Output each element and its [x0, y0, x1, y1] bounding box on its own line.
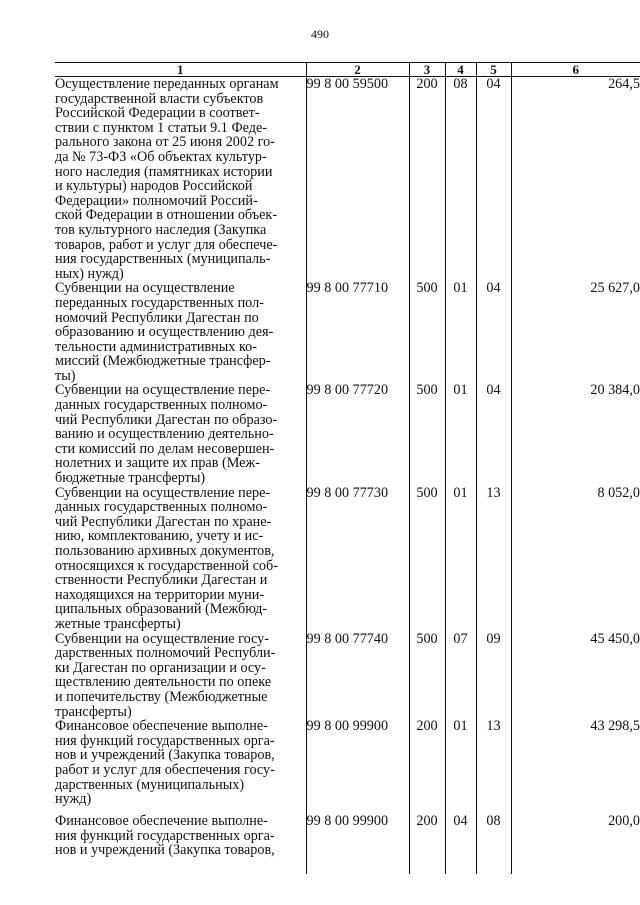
subsection-code: 04	[476, 77, 511, 282]
budget-code: 99 8 00 99900	[306, 814, 409, 874]
description-line: трансферты)	[55, 703, 132, 720]
section-code: 01	[445, 719, 476, 814]
budget-code: 99 8 00 77710	[306, 281, 409, 383]
table-row	[55, 383, 640, 485]
expense-description	[55, 281, 306, 383]
budget-table	[55, 62, 640, 874]
amount: 200,0	[511, 814, 640, 874]
description-line: находящихся на территории муни-	[55, 586, 265, 603]
expense-description	[55, 632, 306, 720]
amount: 45 450,0	[511, 632, 640, 720]
description-line: работ и услуг для обеспечения госу-	[55, 761, 275, 778]
description-line: ных) нужд)	[55, 265, 124, 282]
description-line: нов и учреждений (Закупка товаров,	[55, 842, 275, 859]
description-line: данных государственных полномо-	[55, 397, 268, 414]
description-line: ствии с пунктом 1 статьи 9.1 Феде-	[55, 119, 268, 136]
description-line: относящихся к государственной соб-	[55, 557, 278, 574]
description-line: Субвенции на осуществление пере-	[55, 382, 271, 399]
table-row	[55, 486, 640, 632]
description-line: дарственных (муниципальных)	[55, 776, 245, 793]
section-code: 07	[445, 632, 476, 720]
description-line: Федерации» полномочий Россий-	[55, 192, 258, 209]
description-line: и попечительству (Межбюджетные	[55, 688, 268, 705]
description-line: ния функций государственных орга-	[55, 827, 275, 844]
expense-type-code: 500	[409, 632, 445, 720]
header-row	[55, 63, 640, 77]
amount: 20 384,0	[511, 383, 640, 485]
section-code: 01	[445, 486, 476, 632]
budget-code: 99 8 00 77740	[306, 632, 409, 720]
expense-description	[55, 814, 306, 874]
budget-code: 99 8 00 77730	[306, 486, 409, 632]
expense-type-code: 500	[409, 281, 445, 383]
description-line: ской Федерации в отношении объек-	[55, 207, 278, 224]
expense-type-code: 200	[409, 719, 445, 814]
table-row	[55, 814, 640, 874]
column-header: 5	[476, 63, 511, 77]
description-line: ственности Республики Дагестан и	[55, 572, 268, 589]
table-row	[55, 719, 640, 814]
description-line: жетные трансферты)	[55, 615, 181, 632]
description-line: ществлению деятельности по опеке	[55, 674, 272, 691]
description-line: рального закона от 25 июня 2002 го-	[55, 134, 275, 151]
description-line: ния государственных (муниципаль-	[55, 251, 271, 268]
description-line: Субвенции на осуществление пере-	[55, 484, 271, 501]
description-line: Осуществление переданных органам	[55, 76, 279, 92]
subsection-code: 09	[476, 632, 511, 720]
page-number: 490	[311, 27, 329, 41]
column-header: 2	[306, 63, 409, 77]
section-code: 08	[445, 77, 476, 282]
subsection-code: 04	[476, 383, 511, 485]
description-line: чий Республики Дагестан по образо-	[55, 411, 278, 428]
description-line: да № 73-ФЗ «Об объектах культур-	[55, 148, 267, 165]
subsection-code: 08	[476, 814, 511, 874]
description-line: ванию и осуществлению деятельно-	[55, 426, 274, 443]
expense-description	[55, 77, 306, 282]
description-line: государственной власти субъектов	[55, 90, 264, 107]
column-header: 4	[445, 63, 476, 77]
table-row	[55, 281, 640, 383]
description-line: нолетних и защите их прав (Меж-	[55, 455, 260, 472]
section-code: 01	[445, 383, 476, 485]
description-line: ты)	[55, 367, 76, 384]
expense-type-code: 200	[409, 77, 445, 282]
description-line: Субвенции на осуществление госу-	[55, 630, 269, 647]
description-line: бюджетные трансферты)	[55, 470, 206, 487]
description-line: Субвенции на осуществление	[55, 280, 235, 297]
description-line: товаров, работ и услуг для обеспече-	[55, 236, 278, 253]
expense-type-code: 500	[409, 383, 445, 485]
table-row	[55, 632, 640, 720]
description-line: сти комиссий по делам несовершен-	[55, 440, 275, 457]
section-code: 01	[445, 281, 476, 383]
description-line: Российской Федерации в соответ-	[55, 105, 260, 122]
description-line: чий Республики Дагестан по хране-	[55, 513, 272, 530]
description-line: данных государственных полномо-	[55, 499, 268, 516]
description-line: нию, комплектованию, учету и ис-	[55, 528, 264, 545]
column-header: 1	[55, 63, 306, 77]
subsection-code: 13	[476, 486, 511, 632]
column-header: 6	[511, 63, 640, 77]
expense-description	[55, 383, 306, 485]
amount: 264,5	[511, 77, 640, 282]
budget-code: 99 8 00 99900	[306, 719, 409, 814]
description-line: Финансовое обеспечение выполне-	[55, 718, 268, 735]
column-header: 3	[409, 63, 445, 77]
description-line: номочий Республики Дагестан по	[55, 309, 259, 326]
description-line: ного наследия (памятниках истории	[55, 163, 273, 180]
budget-code: 99 8 00 77720	[306, 383, 409, 485]
description-line: Финансовое обеспечение выполне-	[55, 813, 268, 830]
description-line: и культуры) народов Российской	[55, 178, 253, 195]
subsection-code: 13	[476, 719, 511, 814]
amount: 25 627,0	[511, 281, 640, 383]
description-line: нов и учреждений (Закупка товаров,	[55, 747, 275, 764]
description-line: миссий (Межбюджетные трансфер-	[55, 353, 271, 370]
description-line: пользованию архивных документов,	[55, 543, 275, 559]
expense-type-code: 500	[409, 486, 445, 632]
amount: 8 052,0	[511, 486, 640, 632]
description-line: дарственных полномочий Республи-	[55, 645, 276, 662]
description-line: нужд)	[55, 791, 92, 808]
expense-description	[55, 719, 306, 814]
budget-code: 99 8 00 59500	[306, 77, 409, 282]
description-line: тов культурного наследия (Закупка	[55, 221, 267, 238]
amount: 43 298,5	[511, 719, 640, 814]
description-line: ния функций государственных орга-	[55, 732, 275, 749]
description-line: образованию и осуществлению дея-	[55, 324, 274, 341]
subsection-code: 04	[476, 281, 511, 383]
description-line: переданных государственных пол-	[55, 294, 264, 311]
table-row	[55, 77, 640, 282]
section-code: 04	[445, 814, 476, 874]
description-line: ципальных образований (Межбюд-	[55, 601, 268, 618]
expense-type-code: 200	[409, 814, 445, 874]
description-line: тельности административных ко-	[55, 338, 257, 355]
description-line: ки Дагестан по организации и осу-	[55, 659, 266, 676]
expense-description	[55, 486, 306, 632]
